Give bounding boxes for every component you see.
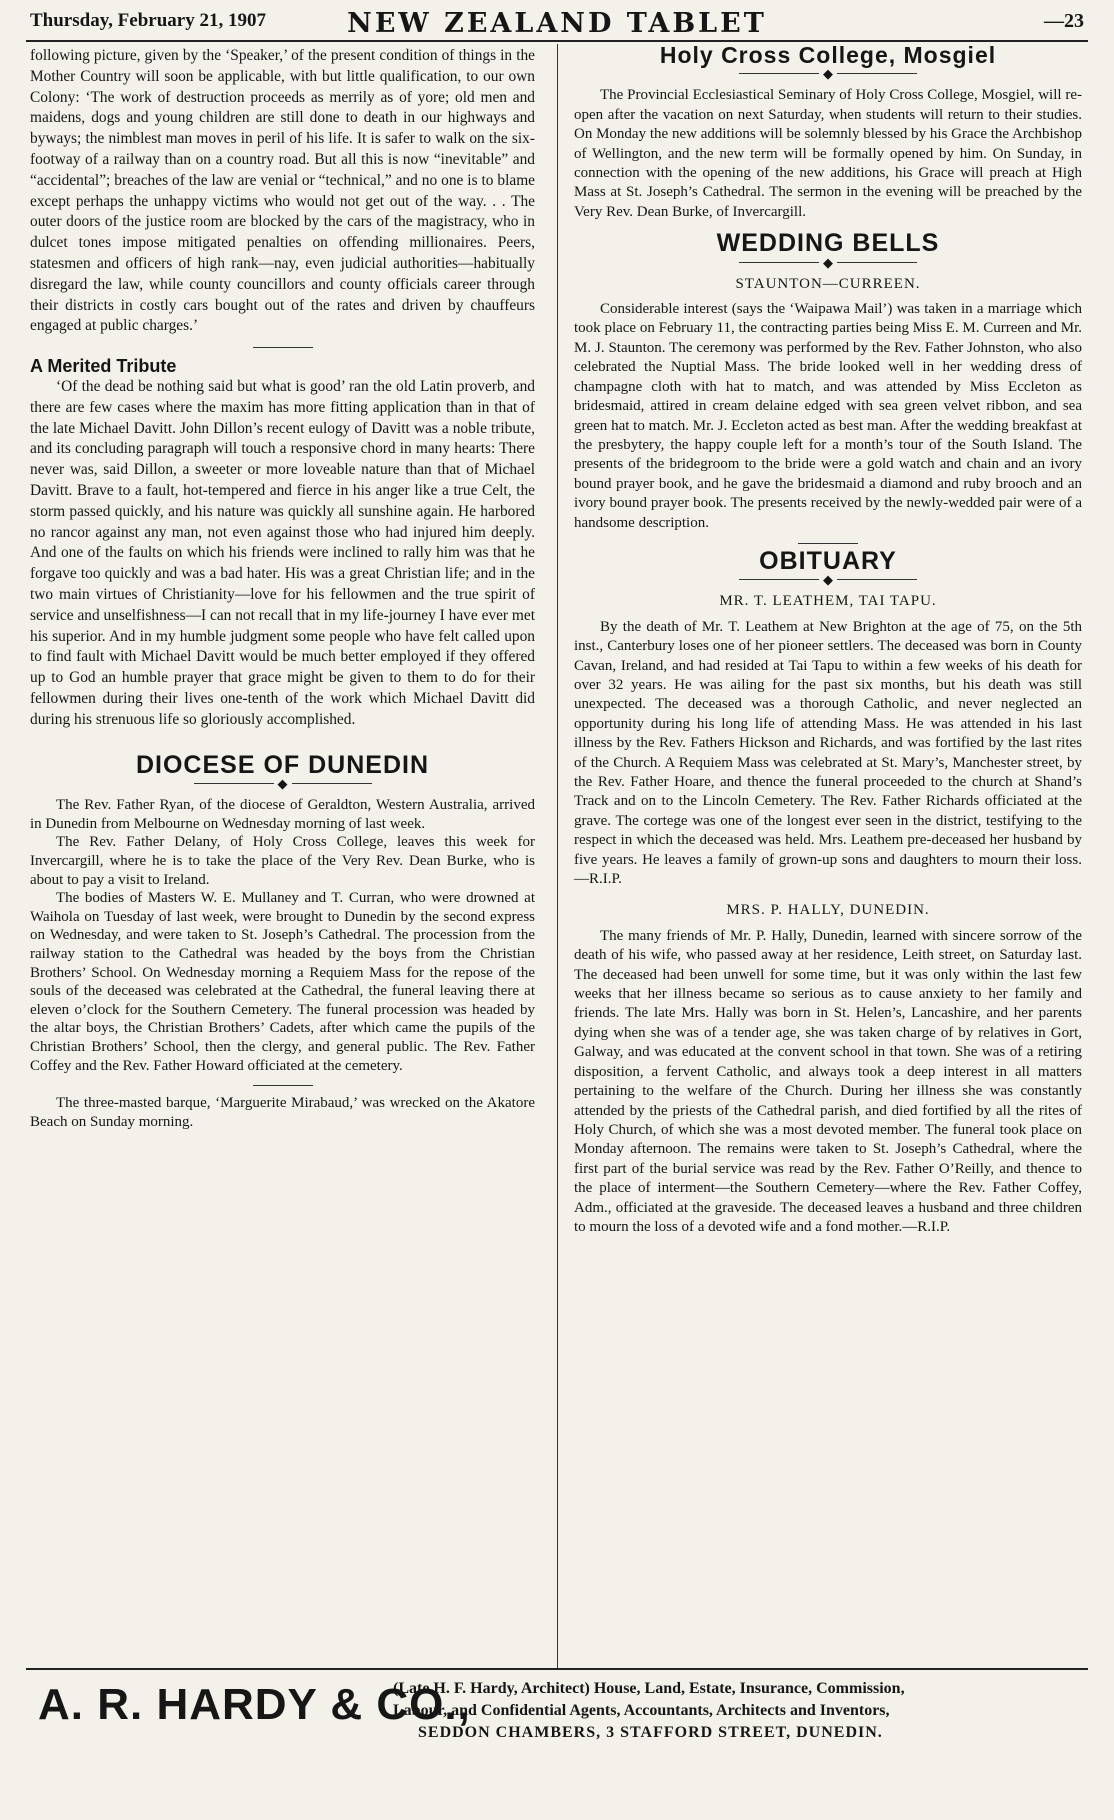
diamond-icon: ◆ <box>823 66 833 82</box>
masthead <box>28 8 1086 38</box>
newspaper-title: NEW ZEALAND TABLET <box>347 8 767 39</box>
diocese-paragraph: The Rev. Father Delany, of Holy Cross College, leaves this week for Invercargill, where he is to take the place of the Very Rev. Dean Burke, who is about to pay a visit to Ireland. <box>30 834 535 888</box>
wedding-subheading: STAUNTON—CURREEN. <box>735 275 921 292</box>
footer-advertisement <box>28 1672 1088 1752</box>
obituary-paragraph: By the death of Mr. T. Leathem at New Brighton at the age of 75, on the 5th inst., Canterbury loses one of her pioneer settlers. The deceased was born in County Cavan, Ireland, and had resided at Tai Tapu to within a few weeks of his death for over 32 years. He was ailing for the past six months, but his death was still unexpected. The deceased was a thorough Catholic, and never neglected an opportunity during his long life of attending Mass. He was attended in his last illness by the Rev. Fathers Hickson and Richards, and was fortified by the last rites of the Church. A Requiem Mass was celebrated at St. Mary’s, Manchester street, by the Rev. Father Hoare, and thence the funeral proceeded to the church at Shand’s Track and on to the Lincoln Cemetery. The Rev. Father Richards officiated at the grave. The cortege was one of the longest ever seen in the district, testifying to the respect in which the deceased was held. Mrs. Leathem pre-deceased her husband by five years. He leaves a family of grown-up sons and daughters to mourn their loss.—R.I.P. <box>574 618 1082 888</box>
diamond-icon: ◆ <box>823 572 833 588</box>
separator-rule <box>798 543 858 544</box>
ornament-divider <box>574 573 1082 586</box>
column-divider <box>557 44 558 1669</box>
ornament-divider <box>30 777 535 790</box>
separator-rule <box>253 1085 313 1086</box>
advertiser-line: (Late H. F. Hardy, Architect) House, Land, Estate, Insurance, Commission, <box>393 1680 905 1697</box>
ornament-divider <box>574 256 1082 269</box>
diamond-icon: ◆ <box>277 776 288 792</box>
advertiser-name: A. R. HARDY & CO., <box>38 1680 471 1729</box>
advertiser-description <box>393 1678 905 1722</box>
tribute-paragraph: ‘Of the dead be nothing said but what is good’ ran the old Latin proverb, and there are few cases where the maxim has more fitting application than in that of the late Michael Davitt. John Dillon’s recent eulogy of Davitt was a noble tribute, and its concluding paragraph will touch a responsive chord in many hearts: There never was, said Dillon, a sweeter or more loveable nature than that of Michael Davitt. Brave to a fault, hot-tempered and fierce in his anger like a true Celt, the storm passed quickly, and his nature was quickly all sunshine again. He harbored no rancor against any man, not even against those who had injured him deeply. And one of the faults on which his friends were inclined to rally him was that he forgave too quickly and was a bad hater. His was a great Christian life; and in the two main virtues of Christianity—love for his fellowmen and the true spirit of service and unselfishness—I can not recall that in my life-journey I have ever met his superior. And in my humble judgment some people who have felt called upon to find fault with Michael Davitt would be much better employed if they offered up to God an humble prayer that grace might be given to them to do for their fellowmen during their lives one-tenth of the work which Michael Davitt did during his strenuous life so gloriously accomplished. <box>30 377 535 728</box>
page-number: —23 <box>1044 10 1084 32</box>
college-paragraph: The Provincial Ecclesiastical Seminary of Holy Cross College, Mosgiel, will re-open after the vacation on next Saturday, when students will return to their studies. On Monday the new additions will be solemnly blessed by his Grace the Archbishop of Wellington, and the new term will be formally opened by him. On Sunday, in connection with the opening of the new additions, his Grace will preach at High Mass at St. Joseph’s Cathedral. The sermon in the evening will be preached by the Very Rev. Dean Burke, of Invercargill. <box>574 87 1082 220</box>
diocese-paragraph: The Rev. Father Ryan, of the diocese of Geraldton, Western Australia, arrived in Dunedin from Melbourne on Wednesday morning of last week. <box>30 797 535 832</box>
diocese-paragraph: The bodies of Masters W. E. Mullaney and T. Curran, who were drowned at Waihola on Tuesday of last week, were brought to Dunedin by the second express on Wednesday, and were taken to St. Joseph’s Cathedral. The procession from the railway station to the Cathedral was headed by the boys from the Christian Brothers’ School. On Wednesday morning a Requiem Mass for the repose of the souls of the deceased was celebrated at the Cathedral, the funeral leaving there at eleven o’clock for the Southern Cemetery. The funeral procession was headed by the altar boys, the Christian Brothers’ Cadets, after which came the pupils of the Christian Brothers’ School, then the clergy, and general public. The Rev. Father Coffey and the Rev. Father Howard officiated at the cemetery. <box>30 890 535 1074</box>
tribute-heading: A Merited Tribute <box>30 356 177 377</box>
obituary-heading: OBITUARY <box>759 546 897 575</box>
ornament-divider <box>574 67 1082 80</box>
advertiser-line: Labour, and Confidential Agents, Accountants, Architects and Inventors, <box>393 1702 890 1719</box>
footer-rule <box>26 1668 1088 1670</box>
right-column <box>574 42 1082 1237</box>
diocese-heading: DIOCESE OF DUNEDIN <box>135 750 430 779</box>
issue-date: Thursday, February 21, 1907 <box>30 10 266 31</box>
obituary-subheading: MRS. P. HALLY, DUNEDIN. <box>726 902 930 919</box>
advertiser-address: SEDDON CHAMBERS, 3 STAFFORD STREET, DUNEDIN. <box>418 1724 883 1741</box>
diocese-paragraph: The three-masted barque, ‘Marguerite Mirabaud,’ was wrecked on the Akatore Beach on Sunday morning. <box>30 1095 535 1130</box>
college-heading: Holy Cross College, Mosgiel <box>659 42 997 68</box>
left-column <box>30 46 535 1131</box>
wedding-heading: WEDDING BELLS <box>716 229 940 258</box>
speaker-quote-paragraph: following picture, given by the ‘Speaker,’ of the present condition of things in the Mother Country will soon be applicable, with but little qualification, to our own Colony: ‘The work of destruction proceeds as merrily as of yore; old men and maidens, dogs and young children are still done to death in our highways and byways; the nimblest man moves in peril of his life. It is safer to walk on the six-footway of a railway than on a country road. But all this is now “inevitable” and “accidental”; breaches of the law are venial or “technical,” and no one is to blame except perhaps the unhappy victims who would not get out of the way. . . The outer doors of the justice room are blocked by the cars of the magistracy, who in dulcet tones impose mitigated penalties on offending millionaires. Peers, statesmen and officers of high rank—nay, even judicial authorities—habitually disregard the law, while county councillors and county officials career through their districts in costly cars bought out of the rates and driven by chauffeurs engaged at public charges.’ <box>30 47 535 335</box>
obituary-paragraph: The many friends of Mr. P. Hally, Dunedin, learned with sincere sorrow of the death of his wife, who passed away at her residence, Leith street, on Saturday last. The deceased had been unwell for some time, but it was only within the last few weeks that her illness became so serious as to cause anxiety to her family and friends. The late Mrs. Hally was born in St. Helen’s, Lancashire, and her parents dying when she was of a tender age, she was taken charge of by relatives in Gort, Galway, and was educated at the convent school in that town. She was of a retiring disposition, a fervent Catholic, and always took a deep interest in all matters pertaining to the welfare of the Church. During her illness she was constantly attended by the priests of the Cathedral parish, and died fortified by all the rites of Holy Church, of which she was a most devoted member. The funeral took place on Monday afternoon. The remains were taken to St. Joseph’s Cathedral, where the first part of the burial service was read by the Rev. Father O’Reilly, and thence to the place of interment—the Southern Cemetery—where the Rev. Father Coffey, Adm., officiated at the graveside. The deceased leaves a husband and three children to mourn the loss of a devoted wife and a fond mother.—R.I.P. <box>574 927 1082 1235</box>
separator-rule <box>253 347 313 348</box>
diamond-icon: ◆ <box>823 254 833 270</box>
obituary-subheading: MR. T. LEATHEM, TAI TAPU. <box>719 593 937 610</box>
wedding-paragraph: Considerable interest (says the ‘Waipawa Mail’) was taken in a marriage which took place on February 11, the contracting parties being Miss E. M. Curreen and Mr. M. J. Staunton. The ceremony was performed by the Rev. Father Johnston, who also celebrated the Nuptial Mass. The bride looked well in her wedding dress of champagne cloth with hat to match, and was attended by Miss Eccleton as bridesmaid, attired in cream delaine edged with sea green velvet ribbon, and sea green hat to match. Mr. J. Eccleton acted as best man. After the wedding breakfast at the presbytery, the happy couple left for a month’s tour of the South Island. The presents of the bridegroom to the bride were a gold watch and chain and an ivory bound prayer book, and he gave the bridesmaid a diamond and ruby brooch and an ivory bound prayer book. The presents received by the newly-wedded pair were of a handsome description. <box>574 301 1082 531</box>
